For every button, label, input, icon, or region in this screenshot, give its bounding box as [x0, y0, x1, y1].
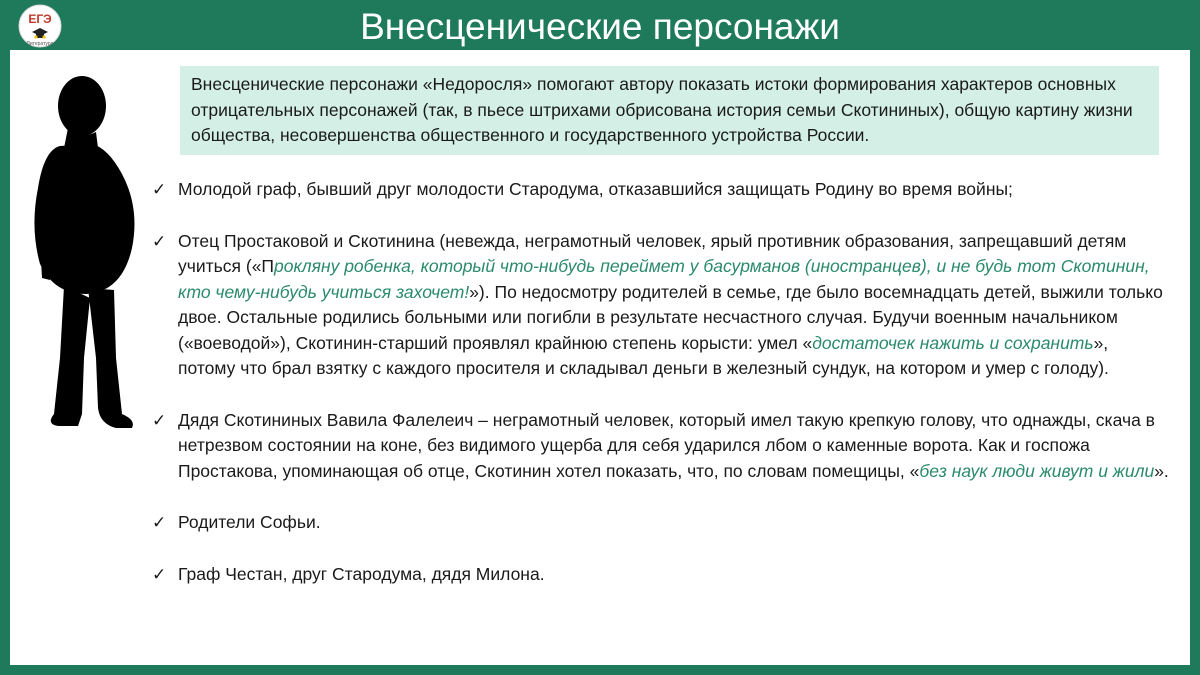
intro-box: [180, 66, 1159, 155]
item-text: », потому что брал взятку с каждого просителя и складывал деньги в железный сундук, на котором и умер с голоду).: [178, 332, 1109, 378]
item-text: Отец Простаковой и Скотинина (невежда, неграмотный человек, ярый противник образования, запрещавший детям учиться («П: [178, 230, 1127, 276]
list-item-uncle: [150, 408, 1170, 485]
list-item-father: [150, 229, 1170, 382]
item-text: »). По недосмотру родителей в семье, где было восемнадцать детей, выжили только двое. Остальные родились больными или погибли в результате несчастного случая. Будучи военным начальником («воеводой»), Скотинин-старший проявлял крайнюю степень корысти: умел «: [178, 281, 1163, 353]
checkmark-icon: ✓: [152, 231, 167, 251]
intro-text: Внесценические персонажи «Недоросля» помогают автору показать истоки формирования характеров основных отрицательных персонажей (так, в пьесе штрихами обрисована история семьи Скотининых), общую картину жизни общества, несовершенства общественного и государственного устройства России.: [191, 74, 1133, 145]
checkmark-icon: ✓: [152, 410, 167, 430]
item-quote: без наук люди живут и жили: [919, 460, 1155, 481]
item-text: Родители Софьи.: [178, 512, 321, 532]
list-item-sophia-parents: [150, 510, 1170, 536]
logo-subtext: Литература: [26, 41, 54, 47]
item-quote: рокляну робенка, который что-нибудь переймет у басурманов (иностранцев), и не будь тот Скотинин, кто чему-нибудь учиться захочет!: [178, 256, 1150, 302]
content-panel: [10, 50, 1190, 665]
item-text: ».: [1154, 460, 1169, 481]
list-item-young-count: [150, 177, 1170, 203]
logo-text: ЕГЭ: [28, 12, 52, 26]
page-title: Внесценические персонажи: [360, 6, 840, 47]
checkmark-icon: ✓: [152, 180, 167, 199]
person-silhouette-icon: [24, 68, 144, 438]
list-item-count-chestan: [150, 562, 1170, 588]
item-text: Молодой граф, бывший друг молодости Стародума, отказавшийся защищать Родину во время войны;: [178, 179, 1013, 199]
checkmark-icon: ✓: [152, 564, 167, 584]
item-quote: достаточек нажить и сохранить: [812, 332, 1094, 353]
checkmark-icon: ✓: [152, 513, 167, 532]
item-text: Граф Честан, друг Стародума, дядя Милона.: [178, 563, 545, 584]
item-text: Дядя Скотининых Вавила Фалелеич – неграмотный человек, который имел такую крепкую голову, что однажды, скача в нетрезвом состоянии на коне, без видимого ущерба для себя ударился лбом о каменные ворота. Как и госпожа Простакова, упоминающая об отце, Скотинин хотел показать, что, по словам помещицы, «: [178, 409, 1155, 481]
character-list: [150, 175, 1170, 587]
